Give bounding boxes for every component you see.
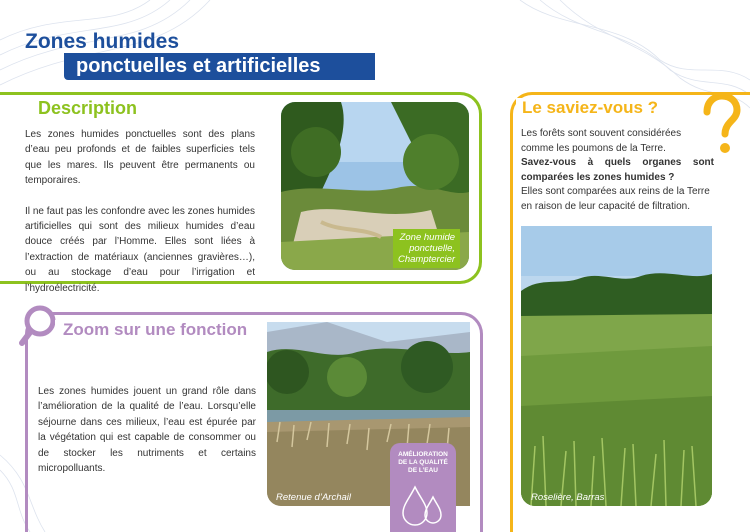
description-paragraph-1: Les zones humides ponctuelles sont des plans d’eau peu profonds et de faibles superficies tels que les mares. Ils peuvent être permanents ou temporaires.: [25, 129, 255, 187]
page-subtitle: ponctuelles et artificielles: [64, 53, 375, 80]
page-title: Zones humides: [25, 30, 180, 53]
magnifier-icon: [18, 303, 58, 347]
reservoir-photo-caption: Retenue d’Archail: [276, 492, 351, 503]
saviez-text-1: Les forêts sont souvent considérées comme les poumons de la Terre.: [521, 128, 682, 154]
saviez-answer: Elles sont comparées aux reins de la Terre en raison de leur capacité de filtration.: [521, 186, 710, 212]
description-heading: Description: [30, 98, 145, 119]
badge-line-3: DE L’EAU: [408, 467, 438, 474]
saviez-vous-text: [521, 127, 714, 214]
reedbed-photo: [521, 226, 712, 506]
water-drops-icon: [401, 481, 445, 532]
water-quality-badge: [390, 443, 456, 532]
zoom-text: Les zones humides jouent un grand rôle dans l’amélioration de la qualité de l’eau. Lorsqu’elle séjourne dans ces milieux, l’eau est épurée par la végétation qui est capable de consommer ou de stocker les nutriments et certains micropolluants.: [38, 386, 256, 475]
pond-photo-caption: Zone humide ponctuelle, Champtercier: [393, 229, 460, 268]
badge-line-1: AMÉLIORATION: [398, 451, 448, 458]
saviez-question: Savez-vous à quels organes sont comparées les zones humides ?: [521, 157, 714, 183]
description-text: [25, 127, 255, 296]
reedbed-photo-caption: Roselière, Barras: [531, 492, 605, 503]
saviez-vous-heading: Le saviez-vous ?: [516, 98, 664, 118]
zoom-heading: Zoom sur une fonction: [55, 320, 255, 340]
badge-line-2: DE LA QUALITÉ: [398, 459, 448, 466]
description-paragraph-2: Il ne faut pas les confondre avec les zones humides artificielles qui sont des milieux humides d’eau douce créés par l’Homme. Elles sont liées à l’extraction de matériaux (anciennes gravières…), ou au stockage d’eau pour l’irrigation et l’hydroélectricité.: [25, 205, 255, 294]
